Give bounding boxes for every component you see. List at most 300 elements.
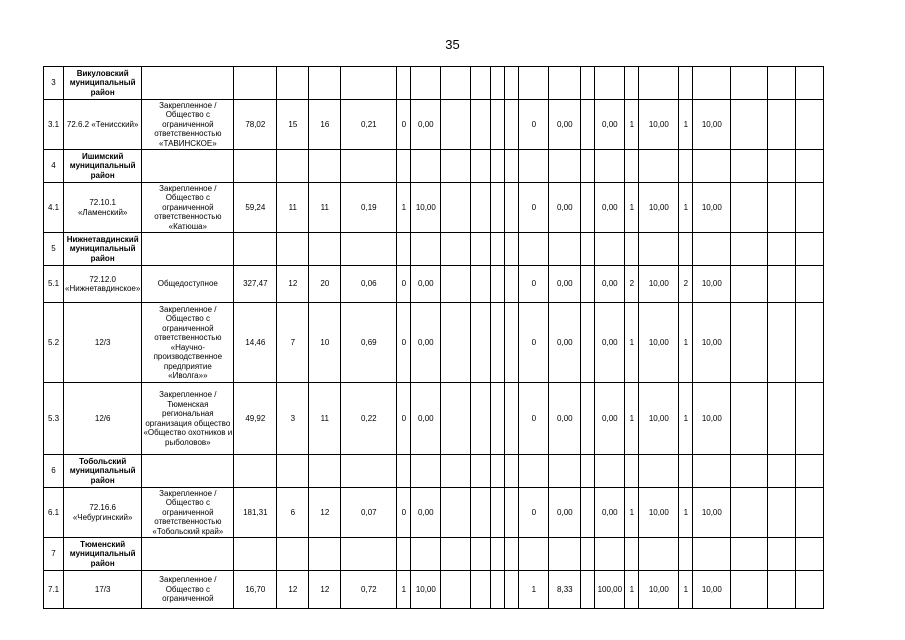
empty-cell [505, 266, 519, 303]
cell-name: 72.6.2 «Тенисский» [64, 100, 142, 150]
cell-num: 7 [44, 538, 64, 571]
empty-cell [277, 538, 309, 571]
empty-cell [679, 67, 693, 100]
empty-cell [768, 455, 796, 488]
empty-cell [505, 538, 519, 571]
empty-cell [731, 150, 768, 183]
empty-cell [471, 455, 491, 488]
empty-cell [796, 571, 824, 609]
cell-f: 1 [625, 383, 639, 455]
cell-type: Закрепленное / Тюменская региональная организация общество «Общество охотников и рыболовов» [142, 383, 234, 455]
table-row [44, 67, 824, 100]
empty-cell [142, 150, 234, 183]
empty-cell [595, 538, 625, 571]
empty-cell [549, 538, 581, 571]
cell-e: 0,00 [595, 488, 625, 538]
empty-cell [731, 233, 768, 266]
empty-cell [471, 571, 491, 609]
empty-cell [491, 538, 505, 571]
empty-cell [277, 233, 309, 266]
empty-cell [693, 67, 731, 100]
empty-cell [625, 150, 639, 183]
empty-cell [519, 67, 549, 100]
cell-area: 327,47 [234, 266, 277, 303]
cell-area: 49,92 [234, 383, 277, 455]
cell-e: 0,00 [595, 100, 625, 150]
empty-cell [519, 150, 549, 183]
cell-a: 0 [397, 383, 411, 455]
empty-cell [519, 233, 549, 266]
empty-cell [796, 303, 824, 383]
empty-cell [142, 455, 234, 488]
cell-area: 14,46 [234, 303, 277, 383]
empty-cell [581, 233, 595, 266]
empty-cell [441, 538, 471, 571]
empty-cell [491, 571, 505, 609]
table-row [44, 233, 824, 266]
empty-cell [471, 538, 491, 571]
empty-cell [505, 150, 519, 183]
empty-cell [491, 383, 505, 455]
empty-cell [581, 100, 595, 150]
empty-cell [505, 488, 519, 538]
cell-num: 7.1 [44, 571, 64, 609]
empty-cell [768, 383, 796, 455]
empty-cell [595, 455, 625, 488]
cell-a: 0 [397, 488, 411, 538]
cell-v2: 16 [309, 100, 341, 150]
cell-v3: 0,69 [341, 303, 397, 383]
empty-cell [796, 150, 824, 183]
empty-cell [625, 233, 639, 266]
empty-cell [796, 538, 824, 571]
empty-cell [731, 266, 768, 303]
table-body [44, 67, 824, 609]
empty-cell [549, 67, 581, 100]
cell-f: 2 [625, 266, 639, 303]
cell-name: 12/6 [64, 383, 142, 455]
empty-cell [549, 455, 581, 488]
empty-cell [639, 233, 679, 266]
empty-cell [581, 383, 595, 455]
cell-type: Закрепленное / Общество с ограниченной ответственностью «Катюша» [142, 183, 234, 233]
cell-h: 1 [679, 383, 693, 455]
empty-cell [491, 266, 505, 303]
cell-f: 1 [625, 488, 639, 538]
cell-c: 0 [519, 383, 549, 455]
cell-num: 5.2 [44, 303, 64, 383]
cell-area: 59,24 [234, 183, 277, 233]
empty-cell [581, 455, 595, 488]
cell-v1: 12 [277, 266, 309, 303]
empty-cell [581, 150, 595, 183]
table-row [44, 488, 824, 538]
empty-cell [505, 67, 519, 100]
cell-d: 0,00 [549, 100, 581, 150]
empty-cell [796, 455, 824, 488]
cell-type: Общедоступное [142, 266, 234, 303]
cell-v1: 3 [277, 383, 309, 455]
empty-cell [581, 266, 595, 303]
cell-g: 10,00 [639, 303, 679, 383]
empty-cell [309, 150, 341, 183]
empty-cell [341, 150, 397, 183]
empty-cell [731, 67, 768, 100]
cell-f: 1 [625, 571, 639, 609]
cell-name: 72.16.6 «Чебургинский» [64, 488, 142, 538]
cell-name: Нижнетавдинский муниципальный район [64, 233, 142, 266]
cell-h: 1 [679, 100, 693, 150]
empty-cell [341, 233, 397, 266]
empty-cell [471, 150, 491, 183]
cell-i: 10,00 [693, 303, 731, 383]
cell-num: 3 [44, 67, 64, 100]
empty-cell [491, 303, 505, 383]
cell-b: 0,00 [411, 266, 441, 303]
empty-cell [679, 455, 693, 488]
cell-d: 0,00 [549, 183, 581, 233]
empty-cell [411, 150, 441, 183]
empty-cell [768, 150, 796, 183]
cell-b: 10,00 [411, 183, 441, 233]
empty-cell [234, 455, 277, 488]
empty-cell [639, 455, 679, 488]
table-row [44, 150, 824, 183]
empty-cell [471, 488, 491, 538]
empty-cell [796, 383, 824, 455]
empty-cell [491, 183, 505, 233]
cell-num: 4.1 [44, 183, 64, 233]
cell-d: 0,00 [549, 266, 581, 303]
empty-cell [796, 183, 824, 233]
empty-cell [411, 233, 441, 266]
empty-cell [471, 100, 491, 150]
table-row [44, 571, 824, 609]
cell-v1: 7 [277, 303, 309, 383]
empty-cell [505, 233, 519, 266]
empty-cell [397, 538, 411, 571]
cell-b: 0,00 [411, 303, 441, 383]
empty-cell [768, 67, 796, 100]
empty-cell [491, 488, 505, 538]
table-row [44, 303, 824, 383]
empty-cell [581, 488, 595, 538]
cell-c: 0 [519, 303, 549, 383]
table-row [44, 383, 824, 455]
empty-cell [341, 455, 397, 488]
empty-cell [549, 150, 581, 183]
cell-i: 10,00 [693, 266, 731, 303]
empty-cell [441, 100, 471, 150]
table-row [44, 266, 824, 303]
table-row [44, 183, 824, 233]
empty-cell [693, 538, 731, 571]
cell-g: 10,00 [639, 266, 679, 303]
empty-cell [397, 455, 411, 488]
cell-h: 1 [679, 571, 693, 609]
empty-cell [768, 538, 796, 571]
empty-cell [441, 488, 471, 538]
empty-cell [441, 571, 471, 609]
cell-type: Закрепленное / Общество с ограниченной ответственностью «ТАВИНСКОЕ» [142, 100, 234, 150]
cell-v1: 11 [277, 183, 309, 233]
empty-cell [581, 538, 595, 571]
cell-g: 10,00 [639, 488, 679, 538]
cell-v3: 0,21 [341, 100, 397, 150]
cell-v3: 0,72 [341, 571, 397, 609]
empty-cell [625, 538, 639, 571]
cell-name: 72.12.0 «Нижнетавдинское» [64, 266, 142, 303]
cell-g: 10,00 [639, 100, 679, 150]
cell-num: 6 [44, 455, 64, 488]
cell-b: 0,00 [411, 383, 441, 455]
empty-cell [731, 383, 768, 455]
cell-d: 0,00 [549, 488, 581, 538]
cell-i: 10,00 [693, 571, 731, 609]
empty-cell [595, 67, 625, 100]
cell-num: 5.1 [44, 266, 64, 303]
cell-name: Тюменский муниципальный район [64, 538, 142, 571]
empty-cell [731, 538, 768, 571]
empty-cell [768, 571, 796, 609]
cell-name: Тобольский муниципальный район [64, 455, 142, 488]
cell-num: 5.3 [44, 383, 64, 455]
empty-cell [277, 455, 309, 488]
empty-cell [625, 67, 639, 100]
empty-cell [441, 266, 471, 303]
cell-e: 0,00 [595, 303, 625, 383]
empty-cell [731, 455, 768, 488]
cell-name: Викуловский муниципальный район [64, 67, 142, 100]
empty-cell [441, 233, 471, 266]
empty-cell [639, 150, 679, 183]
empty-cell [309, 455, 341, 488]
empty-cell [505, 571, 519, 609]
empty-cell [505, 100, 519, 150]
empty-cell [731, 183, 768, 233]
cell-v3: 0,07 [341, 488, 397, 538]
empty-cell [411, 455, 441, 488]
empty-cell [505, 455, 519, 488]
cell-a: 1 [397, 183, 411, 233]
cell-area: 181,31 [234, 488, 277, 538]
cell-c: 0 [519, 183, 549, 233]
cell-v2: 12 [309, 571, 341, 609]
empty-cell [581, 303, 595, 383]
table-row [44, 455, 824, 488]
cell-i: 10,00 [693, 100, 731, 150]
cell-v2: 11 [309, 383, 341, 455]
cell-f: 1 [625, 183, 639, 233]
empty-cell [581, 67, 595, 100]
empty-cell [796, 233, 824, 266]
empty-cell [549, 233, 581, 266]
empty-cell [595, 233, 625, 266]
cell-c: 0 [519, 100, 549, 150]
cell-e: 0,00 [595, 183, 625, 233]
empty-cell [491, 150, 505, 183]
table-row [44, 100, 824, 150]
empty-cell [309, 67, 341, 100]
empty-cell [693, 150, 731, 183]
empty-cell [679, 150, 693, 183]
empty-cell [731, 100, 768, 150]
empty-cell [768, 183, 796, 233]
cell-v1: 15 [277, 100, 309, 150]
empty-cell [411, 538, 441, 571]
empty-cell [471, 383, 491, 455]
cell-g: 10,00 [639, 183, 679, 233]
cell-type: Закрепленное / Общество с ограниченной ответственностью «Тобольский край» [142, 488, 234, 538]
empty-cell [595, 150, 625, 183]
cell-d: 0,00 [549, 383, 581, 455]
cell-i: 10,00 [693, 488, 731, 538]
cell-area: 16,70 [234, 571, 277, 609]
empty-cell [581, 571, 595, 609]
empty-cell [277, 67, 309, 100]
empty-cell [505, 383, 519, 455]
cell-v1: 6 [277, 488, 309, 538]
cell-area: 78,02 [234, 100, 277, 150]
cell-num: 3.1 [44, 100, 64, 150]
cell-h: 1 [679, 303, 693, 383]
empty-cell [519, 455, 549, 488]
empty-cell [693, 233, 731, 266]
empty-cell [768, 100, 796, 150]
cell-c: 0 [519, 266, 549, 303]
cell-num: 6.1 [44, 488, 64, 538]
empty-cell [731, 571, 768, 609]
empty-cell [397, 150, 411, 183]
cell-g: 10,00 [639, 383, 679, 455]
empty-cell [441, 150, 471, 183]
empty-cell [142, 538, 234, 571]
cell-a: 0 [397, 303, 411, 383]
empty-cell [441, 383, 471, 455]
empty-cell [491, 67, 505, 100]
empty-cell [625, 455, 639, 488]
cell-d: 8,33 [549, 571, 581, 609]
cell-b: 0,00 [411, 488, 441, 538]
cell-num: 4 [44, 150, 64, 183]
empty-cell [796, 67, 824, 100]
empty-cell [441, 183, 471, 233]
empty-cell [519, 538, 549, 571]
empty-cell [693, 455, 731, 488]
cell-h: 1 [679, 488, 693, 538]
empty-cell [768, 303, 796, 383]
empty-cell [768, 233, 796, 266]
cell-num: 5 [44, 233, 64, 266]
empty-cell [491, 455, 505, 488]
cell-v3: 0,06 [341, 266, 397, 303]
cell-d: 0,00 [549, 303, 581, 383]
empty-cell [411, 67, 441, 100]
empty-cell [491, 100, 505, 150]
cell-f: 1 [625, 100, 639, 150]
cell-v2: 11 [309, 183, 341, 233]
empty-cell [471, 183, 491, 233]
cell-name: 12/3 [64, 303, 142, 383]
cell-h: 2 [679, 266, 693, 303]
cell-g: 10,00 [639, 571, 679, 609]
cell-b: 0,00 [411, 100, 441, 150]
cell-v3: 0,22 [341, 383, 397, 455]
empty-cell [796, 266, 824, 303]
cell-name: 72.10.1 «Ламенский» [64, 183, 142, 233]
empty-cell [768, 488, 796, 538]
empty-cell [796, 100, 824, 150]
empty-cell [277, 150, 309, 183]
empty-cell [505, 303, 519, 383]
empty-cell [768, 266, 796, 303]
cell-b: 10,00 [411, 571, 441, 609]
empty-cell [234, 150, 277, 183]
empty-cell [441, 67, 471, 100]
cell-type: Закрепленное / Общество с ограниченной ответственностью «Научно-производственное предприятие «Иволга»» [142, 303, 234, 383]
empty-cell [471, 266, 491, 303]
empty-cell [471, 303, 491, 383]
cell-name: 17/3 [64, 571, 142, 609]
cell-e: 100,00 [595, 571, 625, 609]
table-row [44, 538, 824, 571]
cell-f: 1 [625, 303, 639, 383]
cell-h: 1 [679, 183, 693, 233]
empty-cell [679, 538, 693, 571]
cell-c: 0 [519, 488, 549, 538]
cell-i: 10,00 [693, 383, 731, 455]
cell-i: 10,00 [693, 183, 731, 233]
page-number: 35 [445, 37, 460, 52]
empty-cell [341, 538, 397, 571]
empty-cell [471, 233, 491, 266]
empty-cell [441, 303, 471, 383]
empty-cell [309, 233, 341, 266]
empty-cell [397, 67, 411, 100]
cell-v1: 12 [277, 571, 309, 609]
cell-c: 1 [519, 571, 549, 609]
cell-a: 0 [397, 100, 411, 150]
cell-v2: 20 [309, 266, 341, 303]
cell-v2: 12 [309, 488, 341, 538]
empty-cell [309, 538, 341, 571]
cell-v2: 10 [309, 303, 341, 383]
empty-cell [679, 233, 693, 266]
cell-type: Закрепленное / Общество с ограниченной [142, 571, 234, 609]
cell-a: 0 [397, 266, 411, 303]
empty-cell [639, 67, 679, 100]
empty-cell [234, 538, 277, 571]
cell-e: 0,00 [595, 266, 625, 303]
empty-cell [491, 233, 505, 266]
empty-cell [142, 233, 234, 266]
empty-cell [581, 183, 595, 233]
hunting-grounds-table [43, 66, 824, 609]
empty-cell [441, 455, 471, 488]
empty-cell [471, 67, 491, 100]
cell-e: 0,00 [595, 383, 625, 455]
empty-cell [505, 183, 519, 233]
cell-name: Ишимский муниципальный район [64, 150, 142, 183]
cell-v3: 0,19 [341, 183, 397, 233]
empty-cell [639, 538, 679, 571]
empty-cell [397, 233, 411, 266]
empty-cell [234, 67, 277, 100]
empty-cell [796, 488, 824, 538]
empty-cell [341, 67, 397, 100]
empty-cell [731, 488, 768, 538]
cell-a: 1 [397, 571, 411, 609]
